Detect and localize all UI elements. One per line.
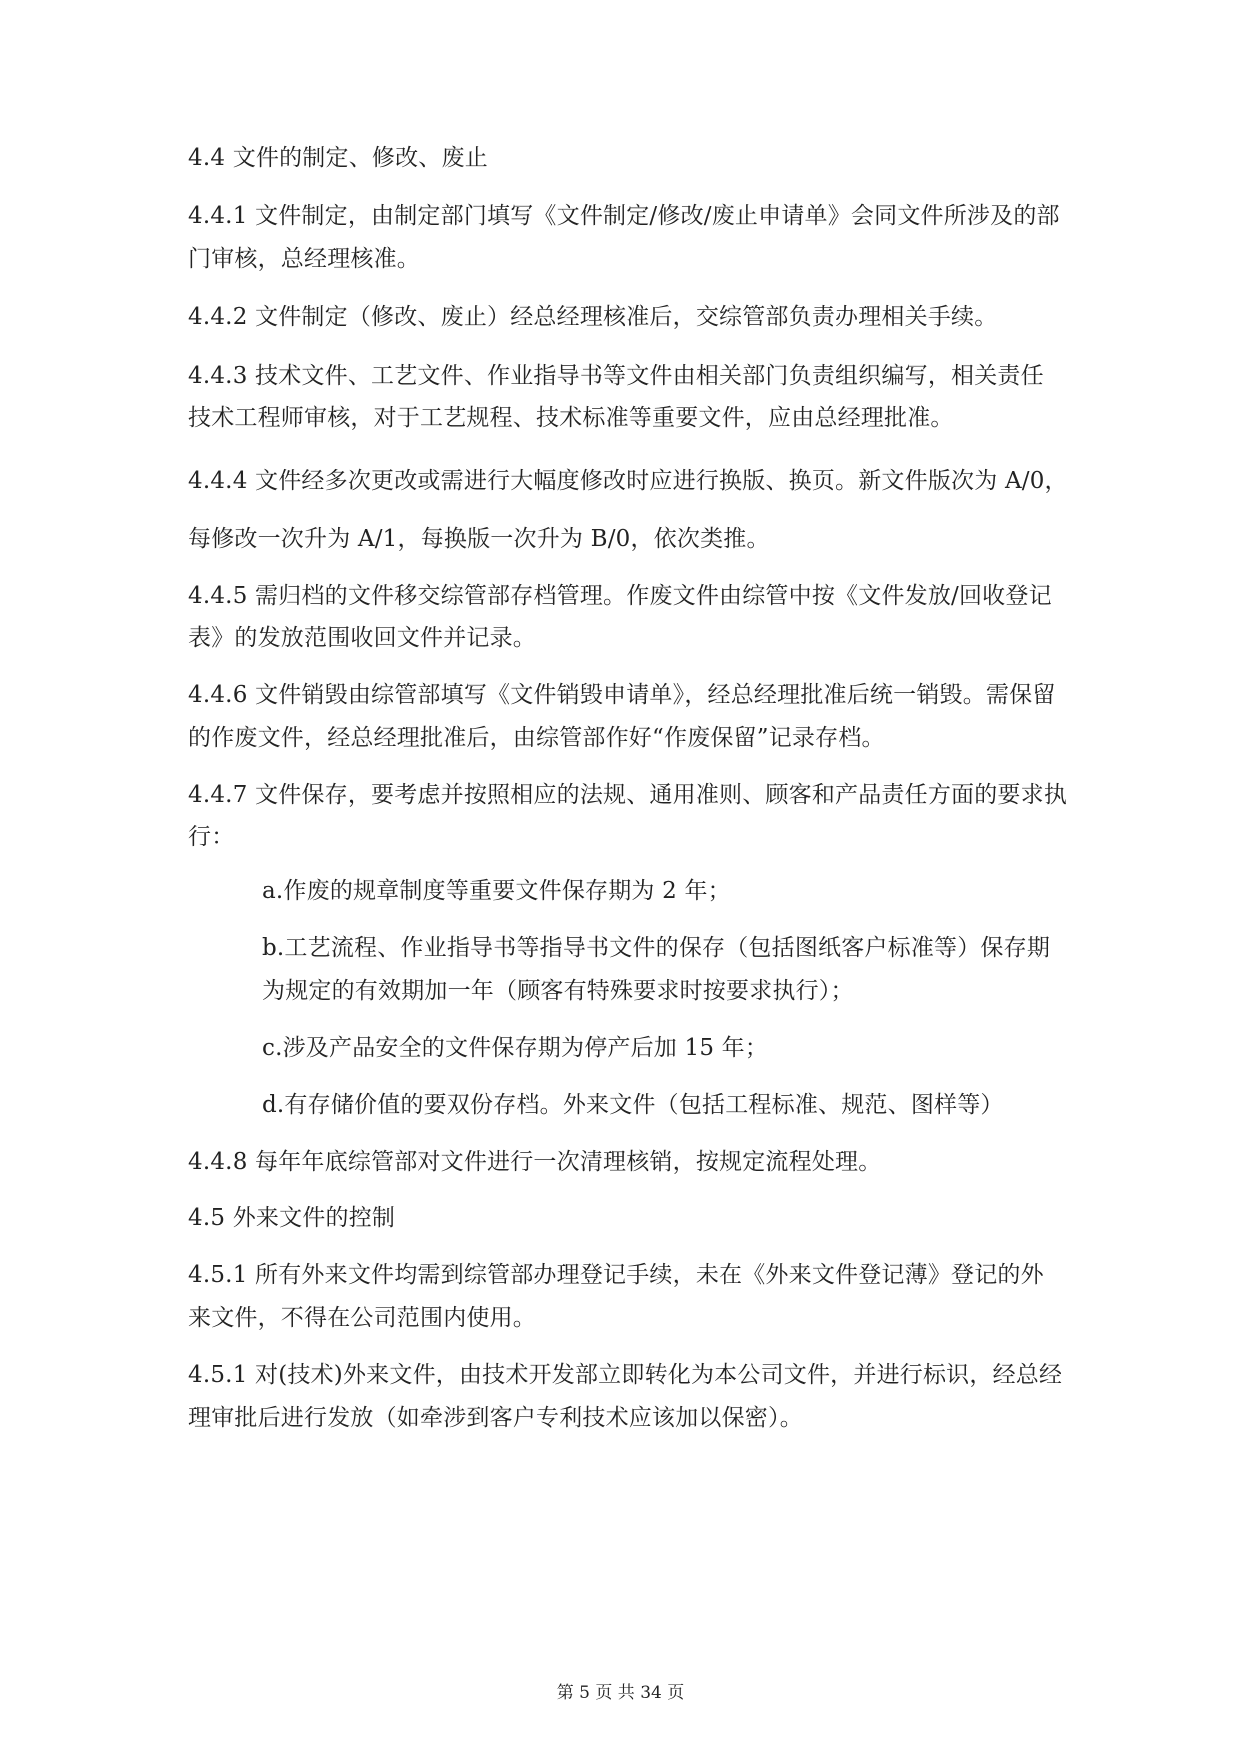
paragraph-4-4-7-line2: 行： [188, 824, 235, 850]
heading-4-5: 4.5 外来文件的控制 [188, 1205, 396, 1231]
list-item-b-line1: b.工艺流程、作业指导书等指导书文件的保存（包括图纸客户标准等）保存期 [262, 935, 1051, 961]
paragraph-4-4-5-line1: 4.4.5 需归档的文件移交综管部存档管理。作废文件由综管中按《文件发放/回收登记 [188, 583, 1052, 609]
paragraph-4-4-6-line1: 4.4.6 文件销毁由综管部填写《文件销毁申请单》，经总经理批准后统一销毁。需保留 [188, 682, 1056, 708]
list-item-a: a.作废的规章制度等重要文件保存期为 2 年； [262, 878, 731, 904]
paragraph-4-5-1-line2: 来文件，不得在公司范围内使用。 [188, 1305, 536, 1331]
list-item-d: d.有存储价值的要双份存档。外来文件（包括工程标准、规范、图样等） [262, 1092, 1004, 1118]
paragraph-4-4-5-line2: 表》的发放范围收回文件并记录。 [188, 625, 536, 651]
paragraph-4-4-4-line2: 每修改一次升为 A/1，每换版一次升为 B/0，依次类推。 [188, 526, 770, 552]
paragraph-4-5-1b-line1: 4.5.1 对(技术)外来文件，由技术开发部立即转化为本公司文件，并进行标识，经总经 [188, 1362, 1063, 1388]
paragraph-4-4-1-line1: 4.4.1 文件制定，由制定部门填写《文件制定/修改/废止申请单》会同文件所涉及的部 [188, 203, 1060, 229]
heading-4-4: 4.4 文件的制定、修改、废止 [188, 145, 488, 171]
page-number-footer: 第 5 页 共 34 页 [556, 1683, 685, 1703]
paragraph-4-4-3-line1: 4.4.3 技术文件、工艺文件、作业指导书等文件由相关部门负责组织编写，相关责任 [188, 363, 1044, 389]
paragraph-4-4-2: 4.4.2 文件制定（修改、废止）经总经理核准后，交综管部负责办理相关手续。 [188, 304, 998, 330]
paragraph-4-4-7-line1: 4.4.7 文件保存，要考虑并按照相应的法规、通用准则、顾客和产品责任方面的要求执 [188, 782, 1068, 808]
paragraph-4-5-1-line1: 4.5.1 所有外来文件均需到综管部办理登记手续，未在《外来文件登记薄》登记的外 [188, 1262, 1044, 1288]
paragraph-4-5-1b-line2: 理审批后进行发放（如牵涉到客户专利技术应该加以保密）。 [188, 1405, 803, 1431]
list-item-c: c.涉及产品安全的文件保存期为停产后加 15 年； [262, 1035, 769, 1061]
paragraph-4-4-3-line2: 技术工程师审核，对于工艺规程、技术标准等重要文件，应由总经理批准。 [188, 405, 954, 431]
paragraph-4-4-1-line2: 门审核，总经理核准。 [188, 246, 420, 272]
paragraph-4-4-4-line1: 4.4.4 文件经多次更改或需进行大幅度修改时应进行换版、换页。新文件版次为 A/0， [188, 468, 1068, 494]
paragraph-4-4-8: 4.4.8 每年年底综管部对文件进行一次清理核销，按规定流程处理。 [188, 1149, 882, 1175]
paragraph-4-4-6-line2: 的作废文件，经总经理批准后，由综管部作好“作废保留”记录存档。 [188, 725, 885, 751]
list-item-b-line2: 为规定的有效期加一年（顾客有特殊要求时按要求执行）； [262, 978, 854, 1004]
